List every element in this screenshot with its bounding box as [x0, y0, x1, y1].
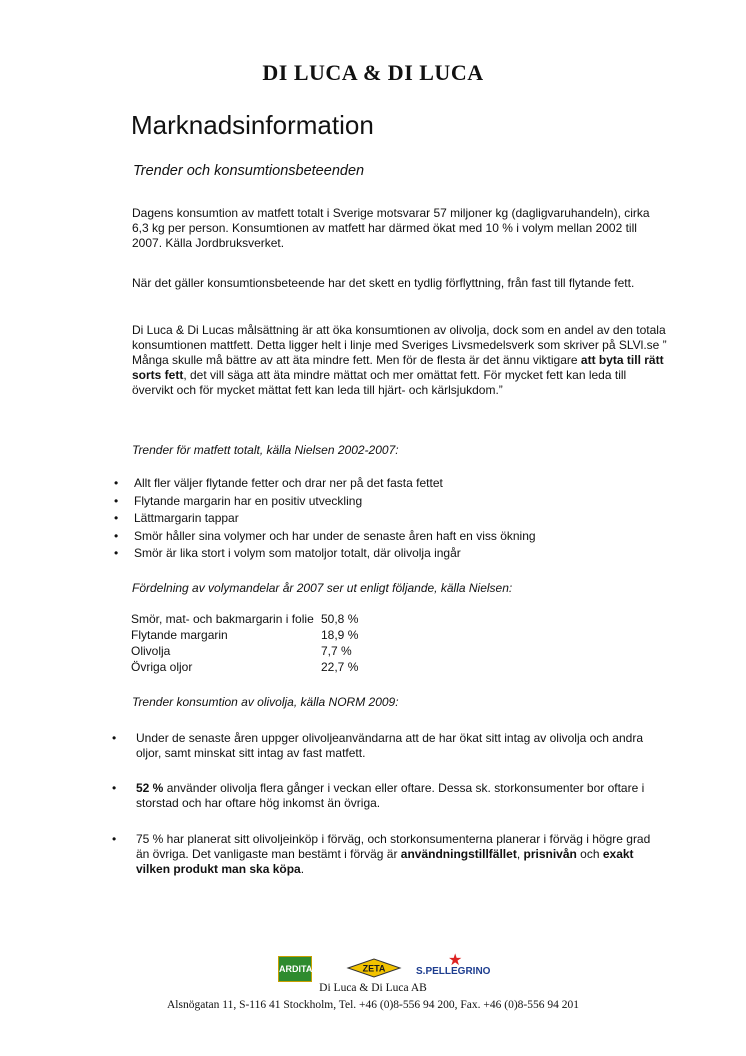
olive-bullet-3-sep-1: , — [516, 847, 524, 861]
olive-bullet-2-rest: använder olivolja flera gånger i veckan eller oftare. Dessa sk. storkonsumenter bor oftare i storstad och har oftare hög inkomst än övriga. — [136, 781, 645, 810]
olive-bullet-3-a: 75 % har planerat sitt olivoljeinköp i förväg, och storkonsumenterna planerar i förväg i högre grad än övriga. Det vanligaste man bestämt i förväg är — [136, 832, 651, 861]
olive-bullet-3-text — [136, 832, 666, 877]
paragraph-goal-emphasis: att byta till rätt sorts fett — [132, 353, 664, 382]
olive-bullet-3-end: . — [300, 862, 305, 876]
pellegrino-logo: S.PELLEGRINO — [416, 966, 491, 977]
trend-bullet-list — [114, 476, 536, 564]
table-cell-label: Smör, mat- och bakmargarin i folie — [131, 612, 314, 626]
table-cell-value: 18,9 % — [321, 628, 359, 642]
list-item: • Smör är lika stort i volym som matoljor totalt, där olivolja ingår — [114, 546, 536, 564]
olive-bullet-3-bold-2: prisnivån — [523, 847, 577, 861]
bullet-dot: • — [112, 731, 117, 745]
footer-company: Di Luca & Di Luca AB — [319, 982, 427, 994]
table-row — [131, 611, 358, 627]
olive-bullet-3-bold-1: användningstillfället — [400, 847, 517, 861]
section-heading-shares: Fördelning av volymandelar år 2007 ser ut enligt följande, källa Nielsen: — [132, 581, 513, 595]
olive-bullet-3-sep-2: och — [576, 847, 603, 861]
paragraph-goal — [132, 323, 667, 398]
ardita-logo: ARDITA — [278, 956, 312, 982]
brand-logos — [0, 954, 746, 984]
zeta-logo — [346, 958, 402, 978]
olive-stat-emphasis: 52 % — [136, 781, 164, 795]
list-item: • Flytande margarin har en positiv utveckling — [114, 494, 536, 512]
list-item: • Smör håller sina volymer och har under de senaste åren haft en viss ökning — [114, 529, 536, 547]
table-cell-value: 50,8 % — [321, 612, 359, 626]
section-heading-trends: Trender för matfett totalt, källa Nielsen 2002-2007: — [132, 443, 399, 457]
table-row — [131, 643, 358, 659]
table-row — [131, 659, 358, 675]
bullet-dot: • — [112, 781, 117, 795]
paragraph-goal-text-a: Di Luca & Di Lucas målsättning är att öka konsumtionen av olivolja, dock som en andel av den totala konsumtionen mattfett. Detta ligger helt i linje med Sveriges Livsmedelsverk som skriver på SLVl.se ” Många skulle må bättre av att äta mindre fett. Men för de flesta är det ännu viktigare — [132, 323, 667, 367]
zeta-logo-text: ZETA — [362, 963, 386, 974]
table-cell-label: Övriga oljor — [131, 660, 193, 674]
footer-address: Alsnögatan 11, S-116 41 Stockholm, Tel. +46 (0)8-556 94 200, Fax. +46 (0)8-556 94 201 — [167, 999, 579, 1011]
table-cell-value: 7,7 % — [321, 644, 352, 658]
section-heading-olive: Trender konsumtion av olivolja, källa NORM 2009: — [132, 695, 399, 709]
volume-share-table — [131, 611, 358, 675]
bullet-dot: • — [112, 832, 117, 846]
table-cell-value: 22,7 % — [321, 660, 359, 674]
company-logo: DI LUCA & DI LUCA — [262, 60, 484, 85]
table-row — [131, 627, 358, 643]
table-cell-label: Flytande margarin — [131, 628, 228, 642]
paragraph-behaviour: När det gäller konsumtionsbeteende har det skett en tydlig förflyttning, från fast till flytande fett. — [132, 276, 635, 290]
olive-bullet-3-bold-3: exakt vilken produkt man ska köpa — [136, 847, 634, 876]
paragraph-consumption: Dagens konsumtion av matfett totalt i Sverige motsvarar 57 miljoner kg (dagligvaruhandeln), cirka 6,3 kg per person. Konsumtionen av matfett har därmed ökat med 10 % i volym mellan 2002 till 2007. Källa Jordbruksverket. — [132, 206, 650, 250]
olive-bullet-1-text: Under de senaste åren uppger olivoljeanvändarna att de har ökat sitt intag av olivolja och andra oljor, samt minskat sitt intag av fast matfett. — [136, 731, 643, 760]
paragraph-goal-text-c: , det vill säga att äta mindre mättat och mer omättat fett. För mycket fett kan leda till övervikt och för mycket mättat fett kan leda till hjärt- och kärlsjukdom.” — [132, 368, 627, 397]
star-icon: ★ — [448, 952, 463, 969]
table-cell-label: Olivolja — [131, 644, 171, 658]
page-subtitle: Trender och konsumtionsbeteenden — [133, 163, 365, 179]
olive-bullet-2-text — [136, 781, 666, 811]
page-title: Marknadsinformation — [131, 110, 374, 140]
list-item: • Lättmargarin tappar — [114, 511, 536, 529]
list-item: • Allt fler väljer flytande fetter och drar ner på det fasta fettet — [114, 476, 536, 494]
